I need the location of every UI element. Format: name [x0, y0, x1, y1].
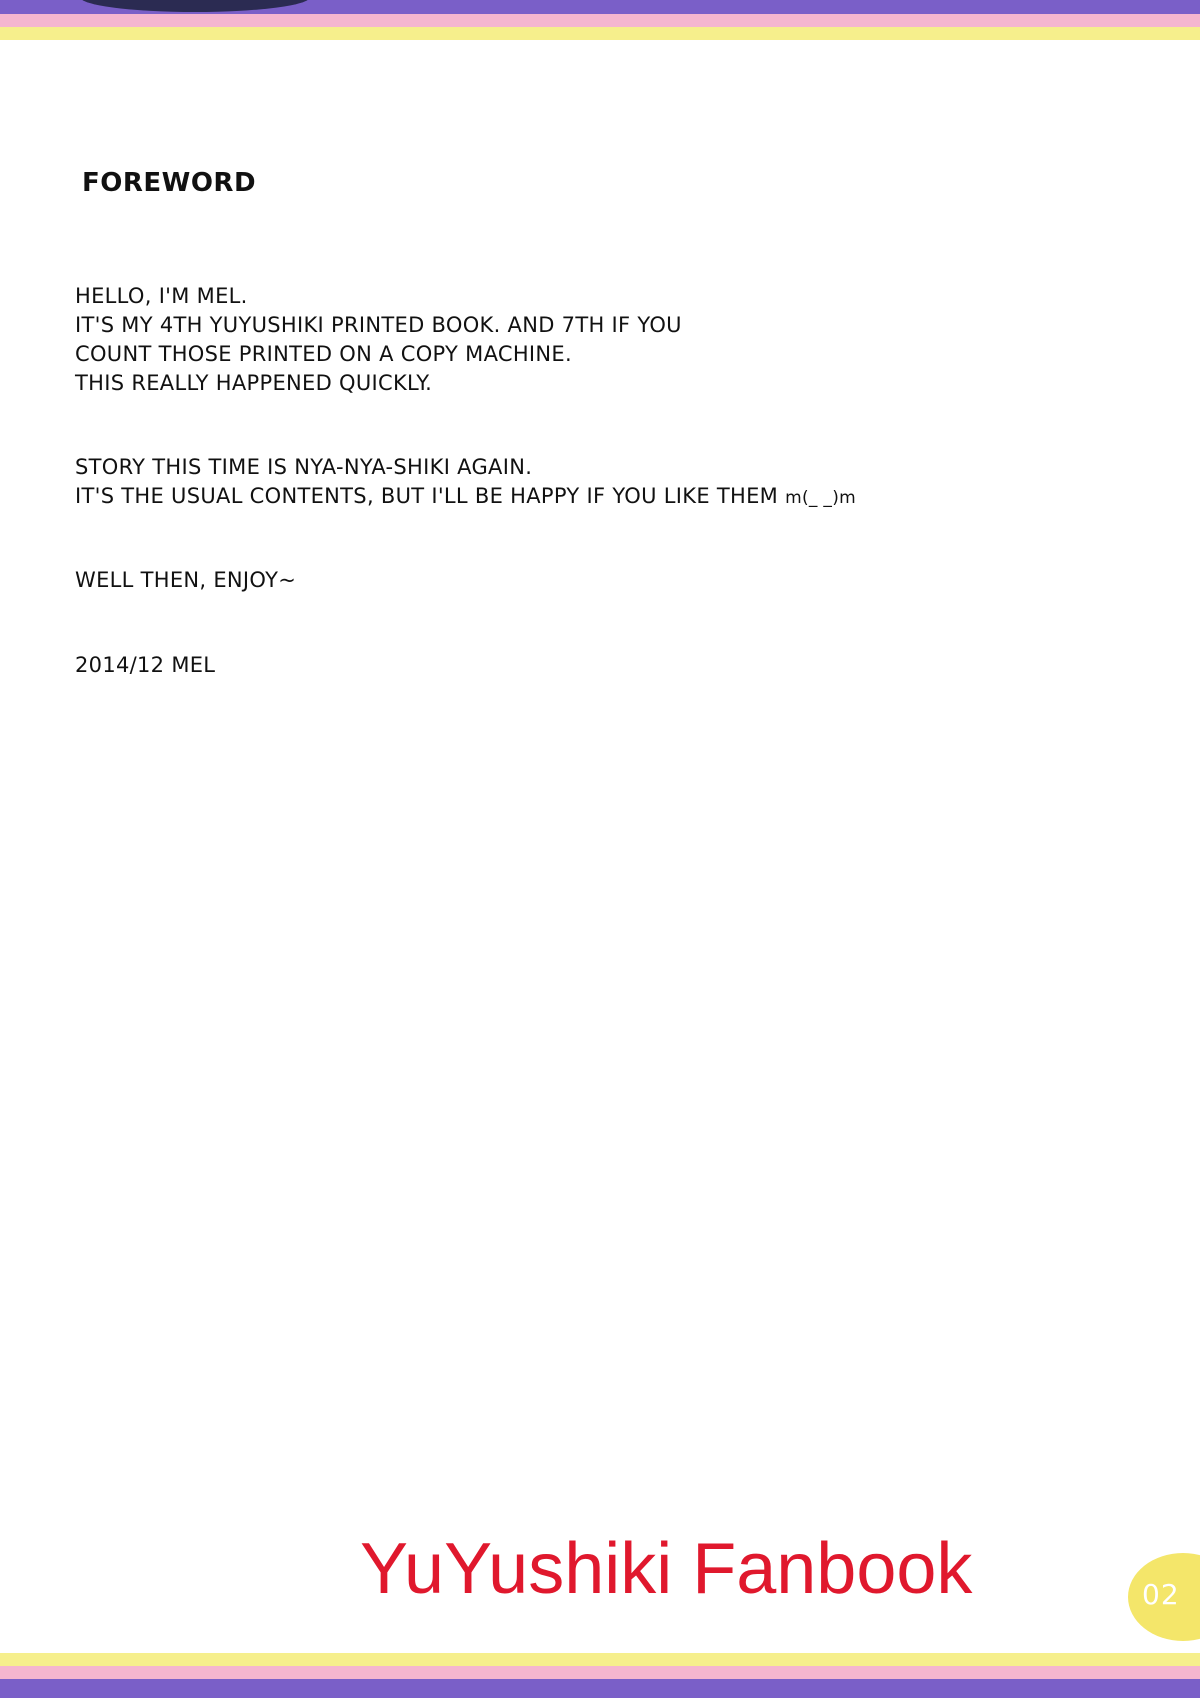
page-title: FOREWORD — [82, 168, 257, 198]
paragraph-line: THIS REALLY HAPPENED QUICKLY. — [75, 371, 433, 395]
paragraph-line: WELL THEN, ENJOY~ — [75, 568, 297, 592]
paragraph-line: COUNT THOSE PRINTED ON A COPY MACHINE. — [75, 342, 572, 366]
paragraph-line: HELLO, I'M MEL. — [75, 284, 248, 308]
paragraph-line-text: IT'S THE USUAL CONTENTS, BUT I'LL BE HAPPY IF YOU LIKE THEM — [75, 484, 779, 508]
signature-date: 2014/12 MEL — [75, 653, 216, 677]
paragraph-line — [75, 482, 856, 513]
bottom-stripe-pink — [0, 1666, 1200, 1679]
bottom-stripe-purple — [0, 1679, 1200, 1698]
top-stripe-yellow — [0, 27, 1200, 40]
emoticon: m(_ _)m — [785, 488, 856, 508]
paragraph-line: STORY THIS TIME IS NYA-NYA-SHIKI AGAIN. — [75, 455, 533, 479]
paragraph-line: IT'S MY 4TH YUYUSHIKI PRINTED BOOK. AND 7TH IF YOU — [75, 313, 682, 337]
page-number: 02 — [1142, 1578, 1180, 1611]
bottom-stripe-yellow — [0, 1653, 1200, 1666]
top-stripe-pink — [0, 14, 1200, 27]
book-title: YuYushiki Fanbook — [360, 1529, 973, 1609]
